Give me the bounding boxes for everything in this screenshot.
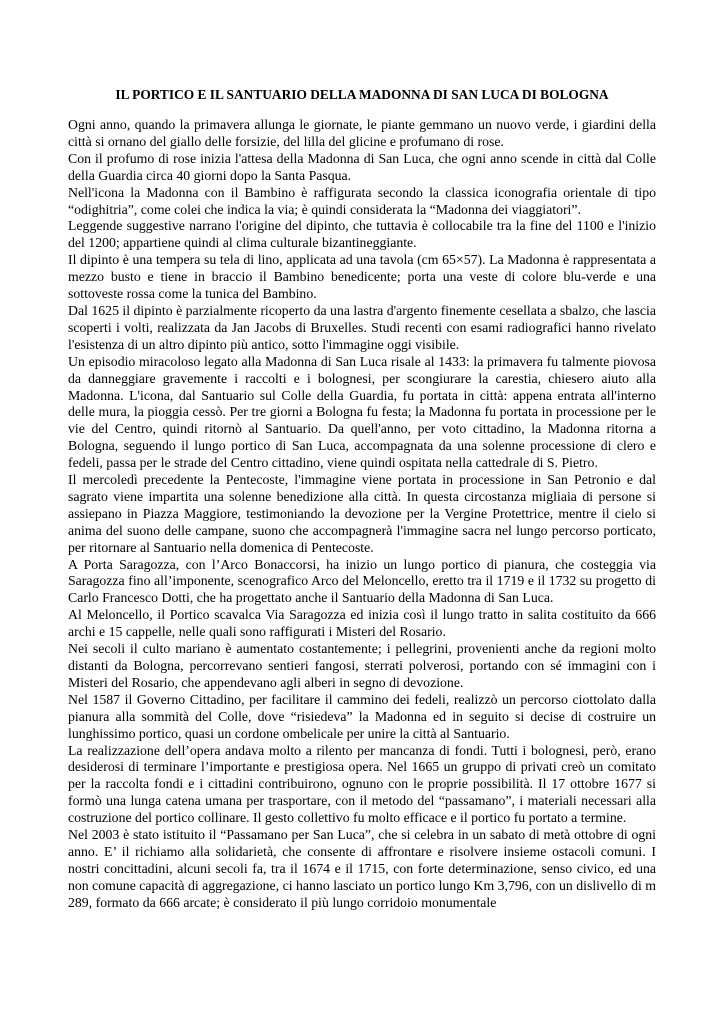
document-title: IL PORTICO E IL SANTUARIO DELLA MADONNA DI SAN LUCA DI BOLOGNA: [115, 87, 609, 102]
paragraph-porta-saragozza: A Porta Saragozza, con l’Arco Bonaccorsi, ha inizio un lungo portico di pianura, che costeggia via Saragozza fino all’imponente, scenografico Arco del Meloncello, eretto tra il 1719 e il 1732 su progetto di Carlo Francesco Dotti, che ha progettato anche il Santuario della Madonna di San Luca.: [68, 556, 656, 606]
document-page: [68, 86, 656, 912]
paragraph-meloncello: Al Meloncello, il Portico scavalca Via Saragozza ed inizia così il lungo tratto in salita costituito da 666 archi e 15 cappelle, nelle quali sono raffigurati i Misteri del Rosario.: [68, 607, 656, 640]
paragraph-legends: Leggende suggestive narrano l'origine del dipinto, che tuttavia è collocabile tra la fine del 1100 e l'inizio del 1200; appartiene quindi al clima culturale bizantineggiante.: [68, 218, 656, 251]
paragraph-miracle: Un episodio miracoloso legato alla Madonna di San Luca risale al 1433: la primavera fu talmente piovosa da danneggiare gravemente i raccolti e i bolognesi, per scongiurare la carestia, chiesero aiuto alla Madonna. L'icona, dal Santuario sul Colle della Guardia, fu portata in città: appena entrata all'interno delle mura, la pioggia cessò. Per tre giorni a Bologna fu festa; la Madonna fu portata in processione per le vie del Centro, quindi ritornò al Santuario. Da quell'anno, per voto cittadino, la Madonna ritorna a Bologna, seguendo il lungo portico di San Luca, accompagnata da una solenne processione di clero e fedeli, passa per le strade del Centro cittadino, viene quindi ospitata nella cattedrale di S. Pietro.: [68, 353, 656, 471]
paragraph-pentecost: Il mercoledì precedente la Pentecoste, l'immagine viene portata in processione in San Petronio e dal sagrato viene impartita una solenne benedizione alla città. In questa circostanza migliaia di persone si assiepano in Piazza Maggiore, testimoniando la devozione per la Vergine Protettrice, mentre il cielo si anima del suono delle campane, suono che accompagnerà l'immagine sacra nel lungo percorso porticato, per ritornare al Santuario nella domenica di Pentecoste.: [68, 472, 656, 555]
paragraph-construction: La realizzazione dell’opera andava molto a rilento per mancanza di fondi. Tutti i bolognesi, però, erano desiderosi di terminare l’importante e prestigiosa opera. Nel 1665 un gruppo di privati creò un comitato per la raccolta fondi e i cittadini contribuirono, ognuno con le proprie possibilità. Il 17 ottobre 1677 si formò una lunga catena umana per trasportare, con il metodo del “passamano”, i materiali necessari alla costruzione del portico collinare. Il gesto collettivo fu molto efficace e il portico fu portato a termine.: [68, 742, 656, 826]
paragraph-1587: Nel 1587 il Governo Cittadino, per facilitare il cammino dei fedeli, realizzò un percorso ciottolato dalla pianura alla sommità del Colle, dove “risiedeva” la Madonna ed in seguito si decise di costruire un lunghissimo portico, quasi un cordone ombelicale per unire la città al Santuario.: [68, 691, 656, 741]
paragraph-silver-cover: Dal 1625 il dipinto è parzialmente ricoperto da una lastra d'argento finemente cesellata a sbalzo, che lascia scoperti i volti, realizzata da Jan Jacobs di Bruxelles. Studi recenti con esami radiografici hanno rivelato l'esistenza di un altro dipinto più antico, sotto l'immagine oggi visibile.: [68, 302, 656, 352]
paragraph-icon: Nell'icona la Madonna con il Bambino è raffigurata secondo la classica iconografia orientale di tipo “odighitria”, come colei che indica la via; è quindi considerata la “Madonna dei viaggiatori”.: [68, 184, 656, 217]
paragraph-pilgrims: Nei secoli il culto mariano è aumentato costantemente; i pellegrini, provenienti anche da regioni molto distanti da Bologna, percorrevano sentieri fangosi, sterrati polverosi, portando con sé immagini con i Misteri del Rosario, che appendevano agli alberi in segno di devozione.: [68, 641, 656, 690]
paragraph-painting: Il dipinto è una tempera su tela di lino, applicata ad una tavola (cm 65×57). La Madonna è rappresentata a mezzo busto e tiene in braccio il Bambino benedicente; porta una veste di colore blu-verde e una sottoveste rossa come la tunica del Bambino.: [68, 252, 656, 302]
paragraph-spring: Ogni anno, quando la primavera allunga le giornate, le piante gemmano un nuovo verde, i giardini della città si ornano del giallo delle forsizie, del lilla del glicine e profumano di rose.: [68, 117, 656, 149]
paragraph-waiting: Con il profumo di rose inizia l'attesa della Madonna di San Luca, che ogni anno scende in città dal Colle della Guardia circa 40 giorni dopo la Santa Pasqua.: [68, 150, 656, 183]
paragraph-passamano: Nel 2003 è stato istituito il “Passamano per San Luca”, che si celebra in un sabato di metà ottobre di ogni anno. E’ il richiamo alla solidarietà, che consente di affrontare e risolvere insieme ostacoli comuni. I nostri concittadini, alcuni secoli fa, tra il 1674 e il 1715, con forte determinazione, senso civico, ed una non comune capacità di aggregazione, ci hanno lasciato un portico lungo Km 3,796, con un dislivello di m 289, formato da 666 arcate; è considerato il più lungo corridoio monumentale: [68, 827, 656, 910]
